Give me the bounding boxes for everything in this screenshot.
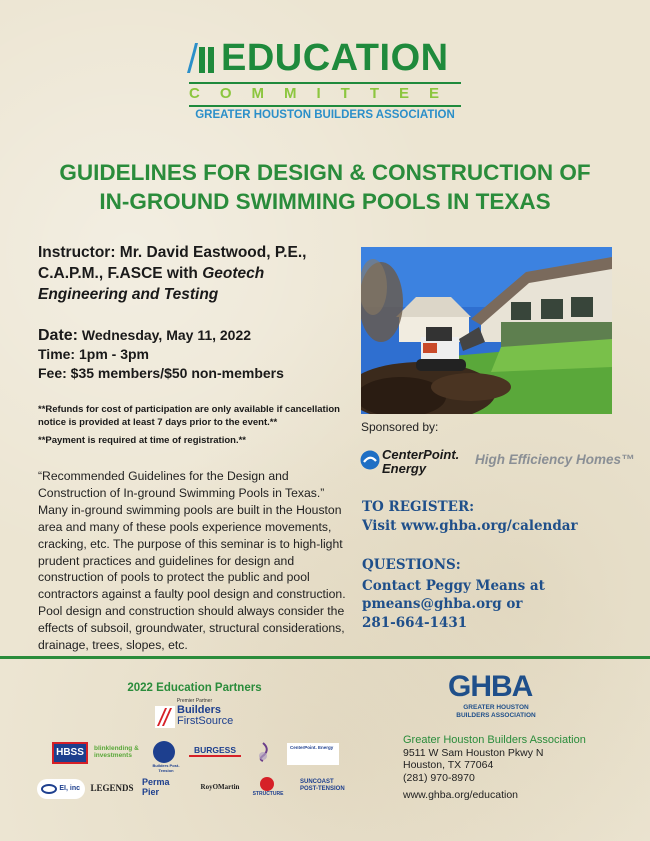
- builders-line-1: Builders: [177, 704, 222, 716]
- high-efficiency-homes-logo: High Efficiency Homes™: [475, 452, 635, 467]
- centerpoint-text: [382, 448, 459, 476]
- refund-note: **Refunds for cost of participation are only available if cancellation notice is provided at least 7 days prior to the event.**: [38, 404, 340, 428]
- ghba-logo: [440, 672, 550, 722]
- partner-logo-legends: LEGENDS: [90, 783, 134, 793]
- event-time: Time: 1pm - 3pm: [38, 346, 149, 362]
- partner-logo-centerpoint: CenterPoint. Energy: [287, 743, 339, 765]
- event-details: [38, 326, 348, 383]
- event-date: [38, 326, 348, 345]
- org-name: Greater Houston Builders Association: [403, 734, 586, 746]
- date-label: Date:: [38, 327, 79, 344]
- questions-block: [362, 556, 622, 632]
- logo-title: EDUCATION: [221, 37, 449, 79]
- partners-title: 2022 Education Partners: [127, 682, 262, 694]
- instructor-company-2: Engineering and Testing: [38, 286, 219, 303]
- eye-icon: [41, 784, 57, 794]
- builders-firstsource-text: [177, 705, 233, 727]
- seminar-description: “Recommended Guidelines for the Design and Construction of In-ground Swimming Pools in Texas.” Many in-ground swimming pools are built in the Houston area and many of these pools experience movements, cracking, etc. The purpose of this seminar is to high-light prudent practices and guidelines for design and construction of pools to protect the public and pool contractors against a faulty pool design and construction. Pool design and construction should always consider the effects of subsoil, groundwater, structural considerations, drainage, trees, slopes, etc.: [38, 469, 346, 653]
- ghba-sub-1: GREATER HOUSTON: [463, 704, 529, 711]
- partner-swirl-icon: [254, 741, 272, 763]
- logo-committee: COMMITTEE: [189, 85, 459, 102]
- questions-contact: Contact Peggy Means at: [362, 577, 545, 594]
- logo-divider-bottom: [189, 105, 461, 107]
- structure-icon: [260, 777, 274, 791]
- instructor-credentials: C.A.P.M., F.ASCE with: [38, 265, 203, 282]
- org-website-link[interactable]: www.ghba.org/education: [403, 789, 518, 802]
- instructor-line-1: Instructor: Mr. David Eastwood, P.E.,: [38, 244, 307, 261]
- premier-partner-label: Premier Partner: [176, 698, 213, 704]
- builders-firstsource-icon: [155, 706, 175, 728]
- education-committee-logo: [185, 38, 465, 124]
- org-contact: [403, 734, 633, 802]
- ghba-sub-2: BUILDERS ASSOCIATION: [456, 711, 536, 719]
- ghba-logo-text: GHBA: [448, 670, 533, 703]
- questions-heading: QUESTIONS:: [362, 557, 461, 573]
- payment-note: **Payment is required at time of registration.**: [38, 435, 247, 446]
- pencil-logo-icon: [185, 43, 219, 75]
- instructor-info: [38, 242, 338, 305]
- builders-post-tension-icon: [153, 741, 175, 763]
- centerpoint-icon: [360, 450, 380, 470]
- questions-email[interactable]: pmeans@ghba.org or: [362, 596, 523, 612]
- org-address-1: 9511 W Sam Houston Pkwy N: [403, 746, 544, 759]
- title-line-1: GUIDELINES FOR DESIGN & CONSTRUCTION OF: [59, 160, 591, 185]
- sponsored-label: Sponsored by:: [361, 420, 439, 434]
- partner-logo-roy-o-martin: RoyOMartin: [200, 783, 240, 791]
- title-line-2: IN-GROUND SWIMMING POOLS IN TEXAS: [99, 189, 551, 214]
- register-heading: TO REGISTER:: [362, 499, 475, 515]
- centerpoint-line-1: CenterPoint.: [382, 447, 460, 462]
- date-value: Wednesday, May 11, 2022: [78, 327, 252, 343]
- partner-logo-builders-post-tension: Builders Post-Tension: [152, 763, 180, 773]
- register-link[interactable]: Visit www.ghba.org/calendar: [362, 518, 578, 534]
- register-block: [362, 498, 622, 536]
- partner-logo-perma-pier: Perma Pier: [142, 777, 170, 797]
- footer-divider: [0, 656, 650, 659]
- construction-photo: [361, 247, 612, 414]
- org-phone: (281) 970-8970: [403, 771, 475, 784]
- builders-line-2: FirstSource: [177, 715, 234, 727]
- partner-logo-blink-lending: blinklending & investments: [94, 745, 139, 759]
- instructor-company-1: Geotech: [202, 265, 265, 282]
- logo-org-name: GREATER HOUSTON BUILDERS ASSOCIATION: [195, 109, 455, 121]
- partner-logo-ei: EI, inc: [37, 779, 85, 799]
- centerpoint-line-2: Energy: [382, 461, 427, 476]
- centerpoint-energy-logo: [358, 446, 468, 480]
- page-title: [40, 158, 610, 216]
- partner-logo-hbss: HBSS: [52, 742, 88, 764]
- org-address-2: Houston, TX 77064: [403, 759, 494, 772]
- ghba-logo-subtitle: [442, 704, 550, 719]
- event-fee: Fee: $35 members/$50 non-members: [38, 365, 284, 381]
- partner-logo-structure: STRUCTURE: [252, 791, 284, 797]
- partner-logo-suncoast: SUNCOAST POST-TENSION: [300, 779, 345, 792]
- questions-phone: 281-664-1431: [362, 614, 468, 631]
- instructor-line-2: [38, 263, 338, 284]
- builders-firstsource-logo: [155, 704, 235, 730]
- logo-divider-top: [189, 82, 461, 84]
- partner-logo-burgess: BURGESS: [189, 745, 241, 757]
- instructor-line-3: [38, 284, 338, 305]
